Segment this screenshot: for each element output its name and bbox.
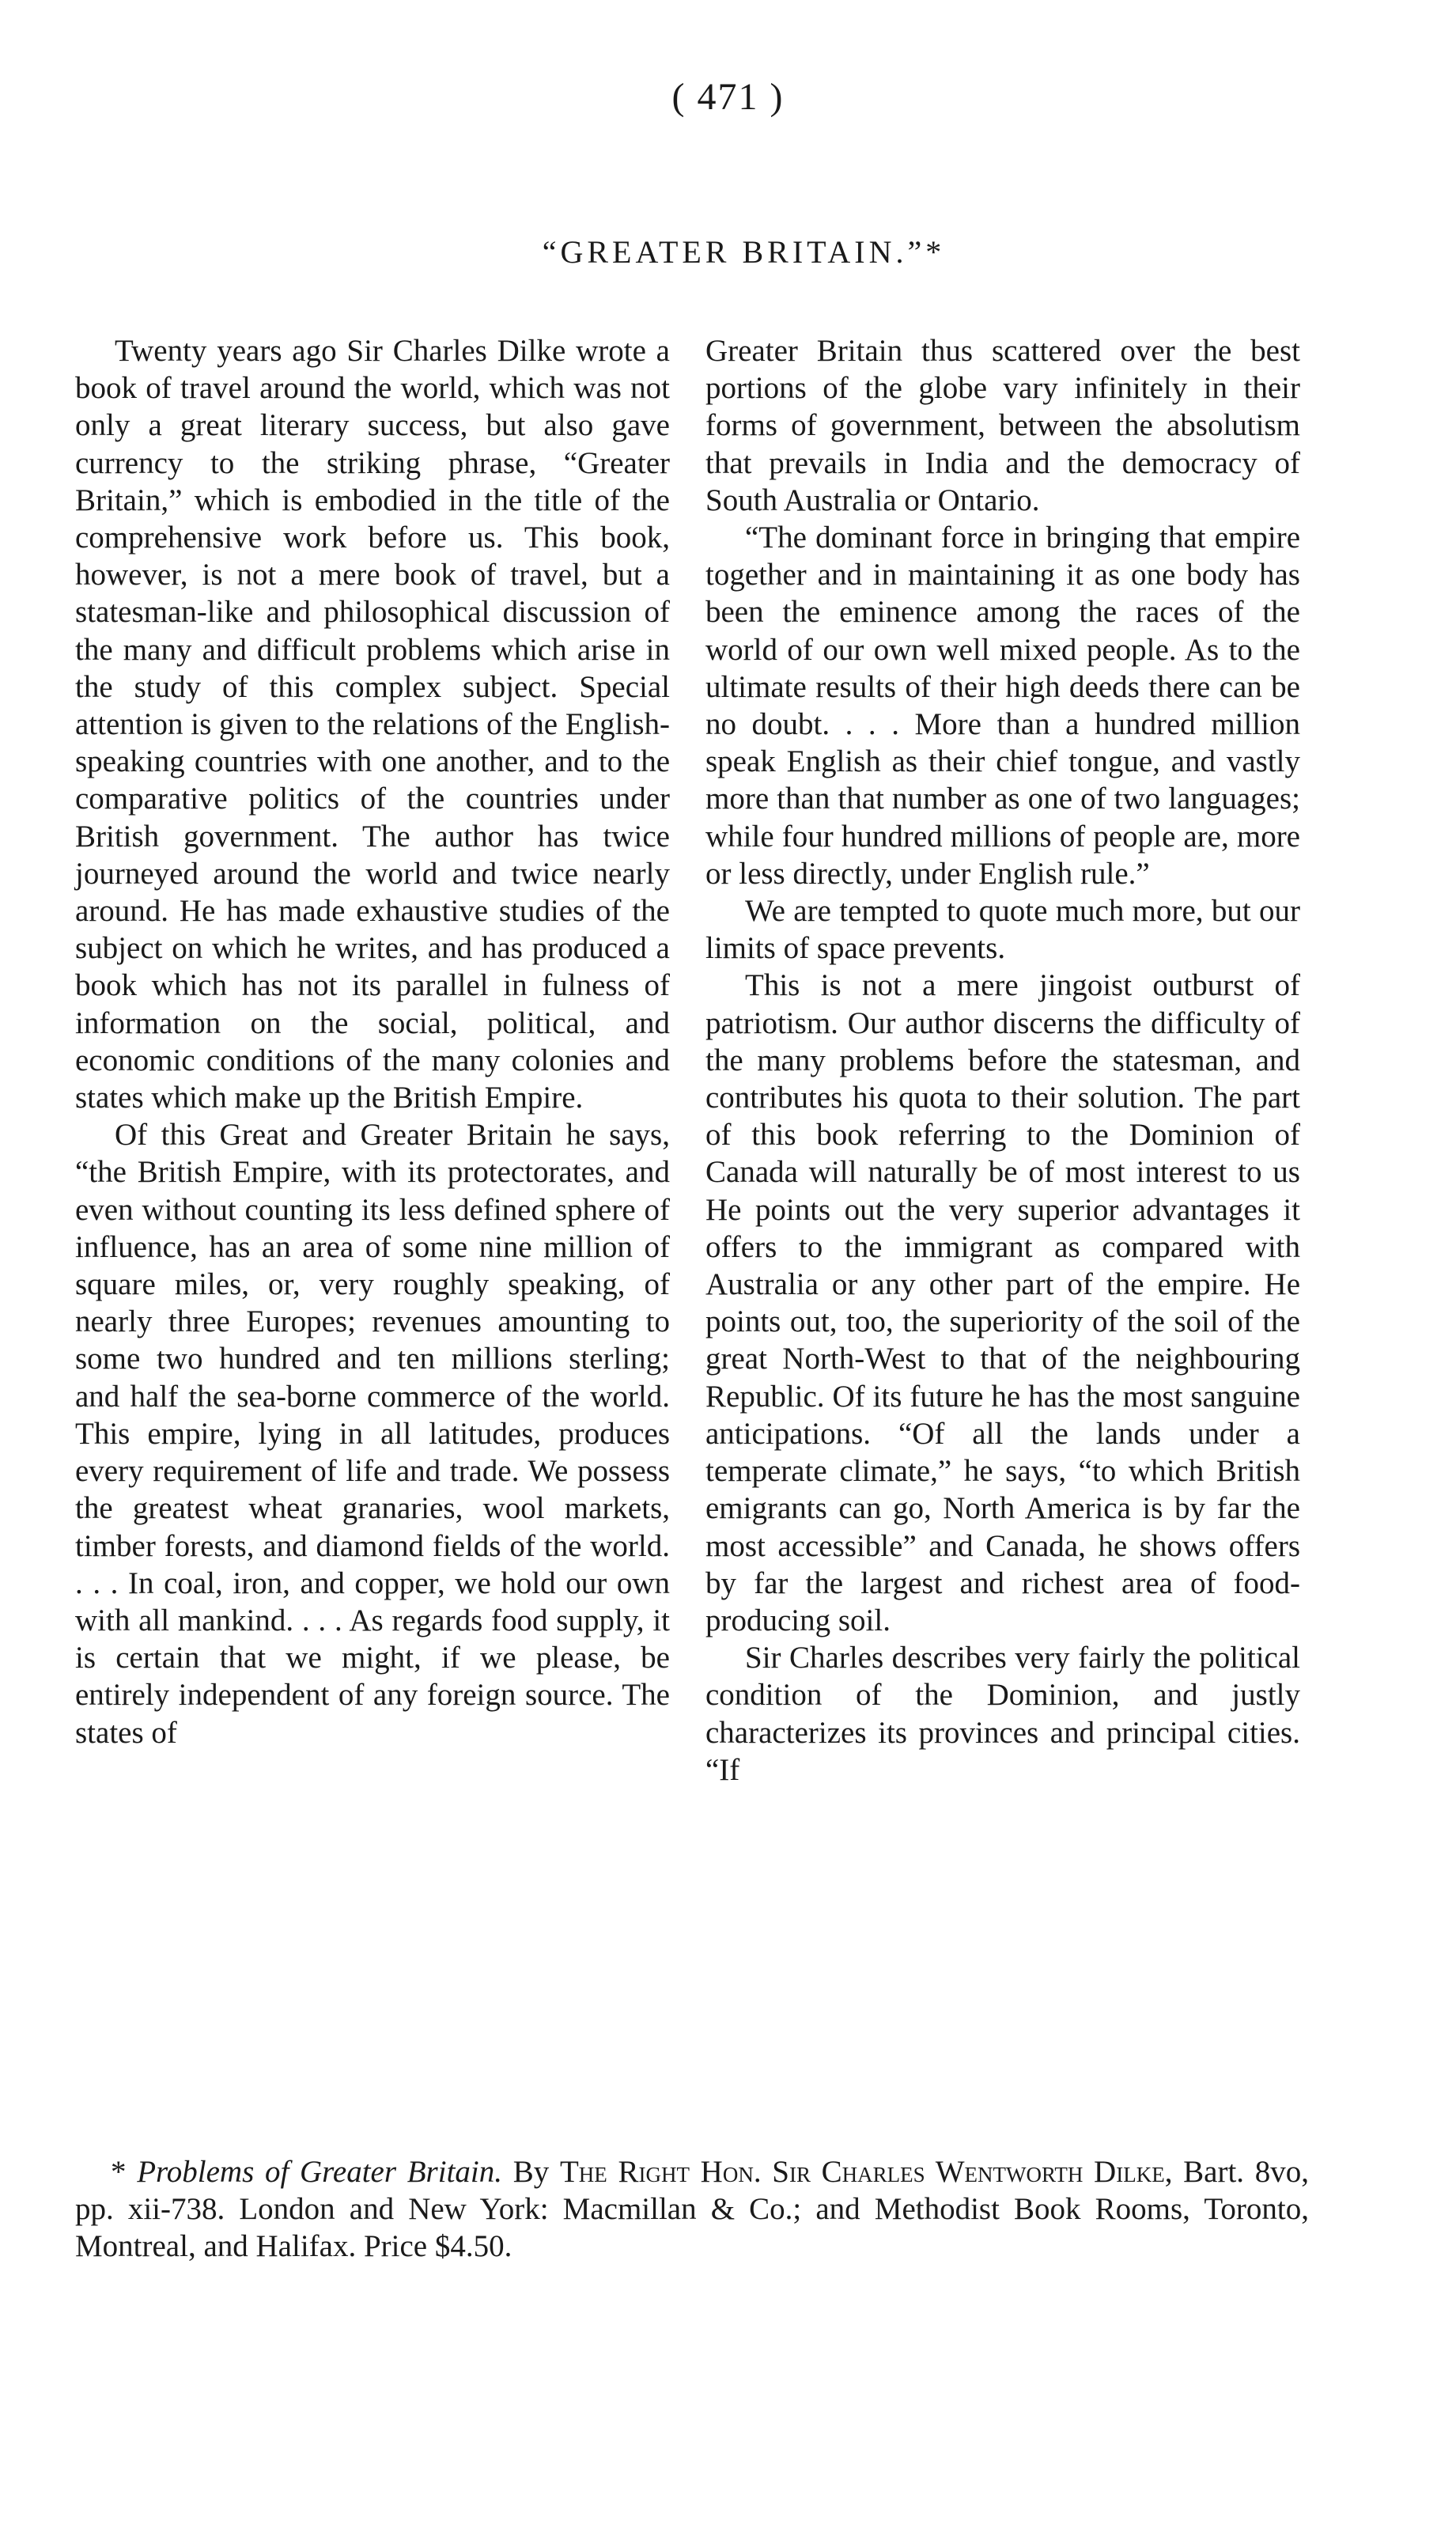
footnote — [75, 2153, 1309, 2265]
right-column — [705, 332, 1300, 1789]
article-title: “GREATER BRITAIN.”* — [542, 234, 946, 270]
paragraph-continued: Greater Britain thus scattered over the best portions of the globe vary infinitely in their forms of government, between the absolutism that prevails in India and the democracy of South Australia or Ontario. — [705, 334, 1300, 517]
paragraph: We are tempted to quote much more, but our limits of space prevents. — [705, 894, 1300, 966]
footnote-book-title: Problems of Greater Britain. — [137, 2155, 502, 2189]
footnote-by: By — [502, 2155, 560, 2189]
footnote-marker: * — [111, 2155, 138, 2189]
paragraph: Of this Great and Greater Britain he says, “the British Empire, with its protectorates, and even without counting its less defined sphere of influence, has an area of some nine million of square miles, or, very roughly speaking, of nearly three Europes; revenues amounting to some two hundred and ten millions sterling; and half the sea-borne commerce of the world. This empire, lying in all latitudes, produces every requirement of life and trade. We possess the greatest wheat granaries, wool markets, timber forests, and diamond fields of the world. . . . In coal, iron, and copper, we hold our own with all mankind. . . . As regards food supply, it is certain that we might, if we please, be entirely independent of any foreign source. The states of — [75, 1118, 670, 1750]
paragraph: Sir Charles describes very fairly the political condition of the Dominion, and justly characterizes its provinces and principal cities. “If — [705, 1641, 1300, 1787]
paragraph: This is not a mere jingoist outburst of patriotism. Our author discerns the difficulty of the many problems before the statesman, and contributes his quota to their solution. The part of this book referring to the Dominion of Canada will naturally be of most interest to us He points out the very superior advantages it offers to the immigrant as compared with Australia or any other part of the empire. He points out, too, the superiority of the soil of the great North-West to that of the neighbouring Republic. Of its future he has the most sanguine anticipations. “Of all the lands under a temperate climate,” he says, “to which British emigrants can go, North America is by far the most accessible” and Canada, he shows offers by far the largest and richest area of food-producing soil. — [705, 968, 1300, 1637]
footnote-publication: , Bart. 8vo, pp. xii-738. London and New York: Macmillan & Co.; and Methodist Book Rooms, Toronto, Montreal, and Halifax. Price $4.50. — [75, 2155, 1310, 2263]
paragraph: “The dominant force in bringing that empire together and in maintaining it as one body has been the eminence among the races of the world of our own well mixed people. As to the ultimate results of their high deeds there can be no doubt. . . . More than a hundred million speak English as their chief tongue, and vastly more than that number as one of two languages; while four hundred millions of people are, more or less directly, under English rule.” — [705, 521, 1300, 891]
paragraph: Twenty years ago Sir Charles Dilke wrote a book of travel around the world, which was not only a great literary success, but also gave currency to the striking phrase, “Greater Britain,” which is embodied in the title of the comprehensive work before us. This book, however, is not a mere book of travel, but a statesman-like and philosophical discussion of the many and difficult problems which arise in the study of this complex subject. Special attention is given to the relations of the English-speaking countries with one another, and to the comparative politics of the countries under British government. The author has twice journeyed around the world and twice nearly around. He has made exhaustive studies of the subject on which he writes, and has produced a book which has not its parallel in fulness of information on the social, political, and economic conditions of the many colonies and states which make up the British Empire. — [75, 334, 670, 1115]
page-number: ( 471 ) — [671, 76, 785, 118]
footnote-author: The Right Hon. Sir Charles Wentworth Dilke — [559, 2155, 1165, 2189]
left-column — [75, 332, 670, 1751]
